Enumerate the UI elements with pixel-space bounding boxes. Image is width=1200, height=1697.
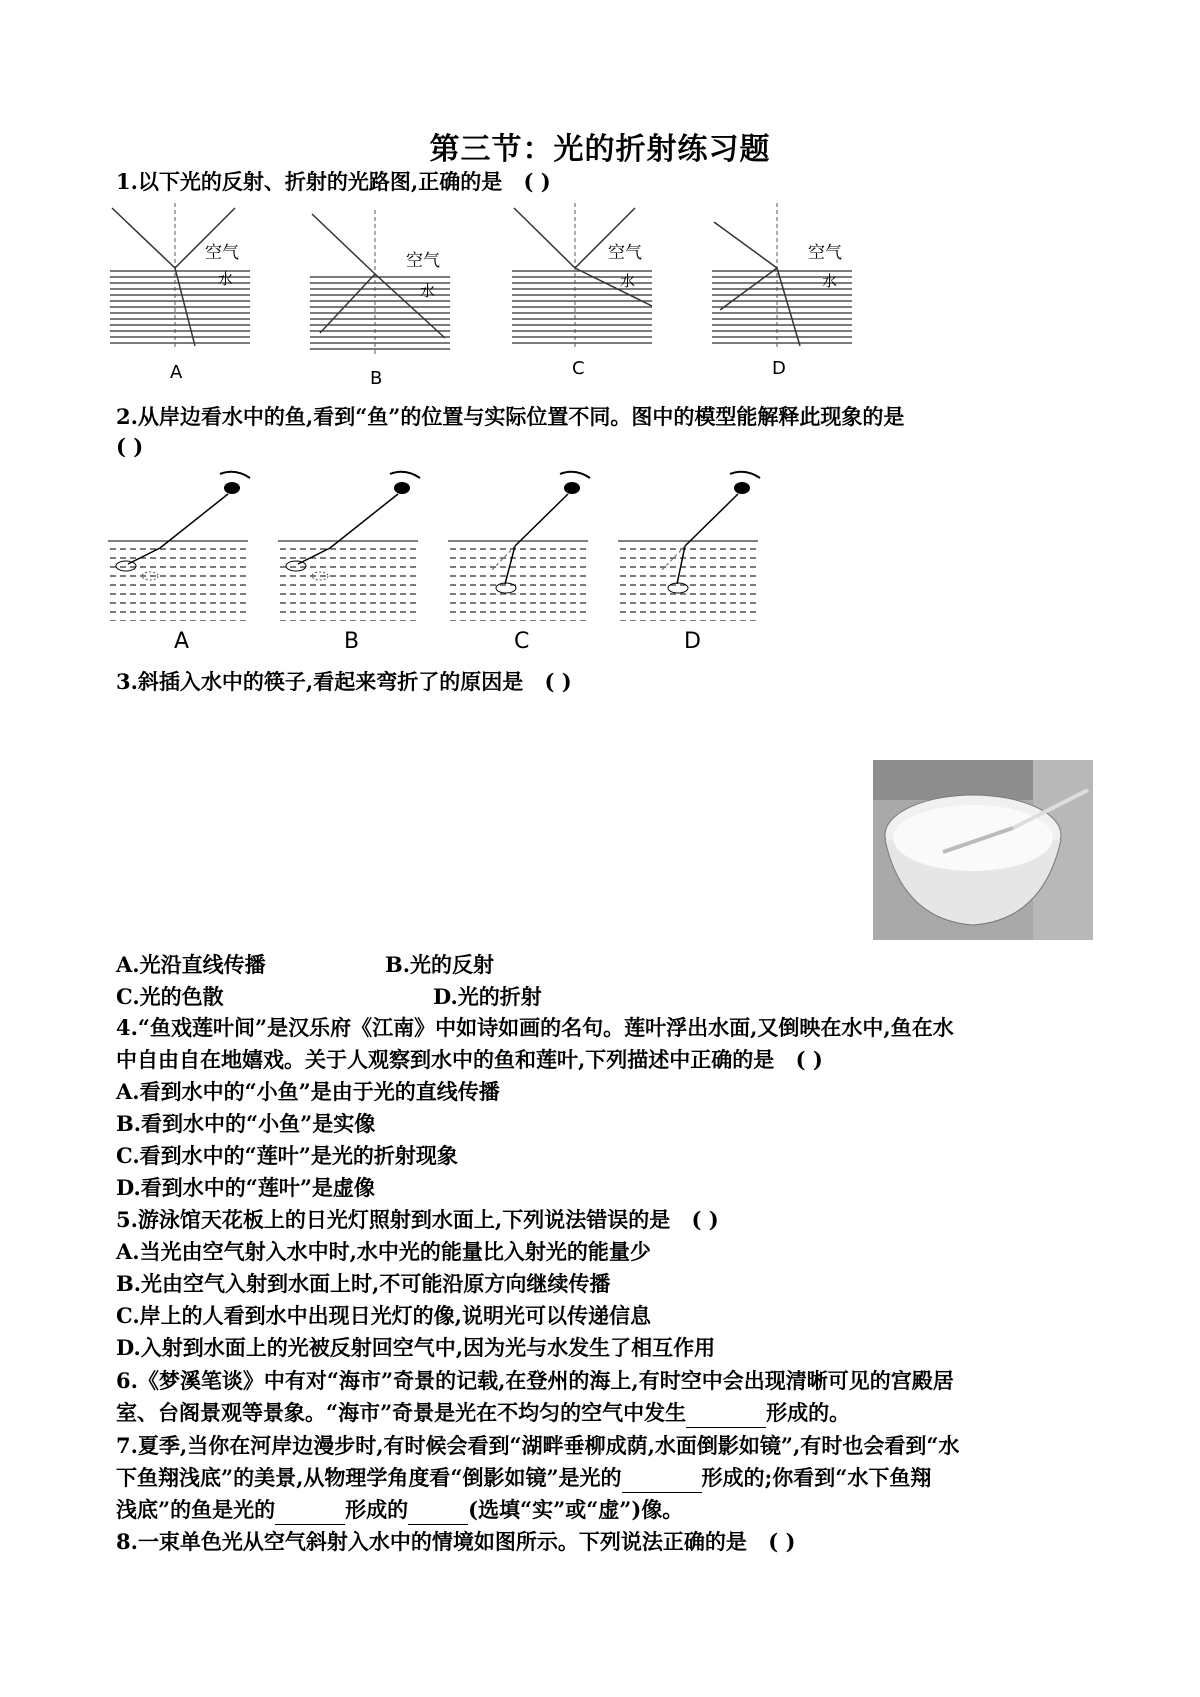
option-b-label: B <box>370 368 383 389</box>
q5-option-a: A.当光由空气射入水中时,水中光的能量比入射光的能量少 <box>116 1239 651 1264</box>
q5-option-c: C.岸上的人看到水中出现日光灯的像,说明光可以传递信息 <box>116 1303 651 1328</box>
q1-diagram-c <box>512 203 652 379</box>
q7-text-c: 浅底”的鱼是光的 <box>116 1497 276 1522</box>
option-b-label: B <box>344 629 360 654</box>
fill-blank[interactable] <box>275 1502 345 1525</box>
answer-paren: ( ) <box>544 669 572 694</box>
q1-diagrams <box>100 198 880 398</box>
question-4 <box>116 1045 823 1075</box>
q5-option-d: D.入射到水面上的光被反射回空气中,因为光与水发生了相互作用 <box>116 1335 716 1360</box>
q3-option-a: A.光沿直线传播 <box>116 952 266 977</box>
question-1-text: 1.以下光的反射、折射的光路图,正确的是 <box>116 169 503 194</box>
q4-option-a: A.看到水中的“小鱼”是由于光的直线传播 <box>116 1079 500 1104</box>
option-d-label: D <box>772 358 786 379</box>
q2-diagram-a <box>108 472 250 654</box>
fill-blank[interactable] <box>408 1502 468 1525</box>
q7-text-a: 下鱼翔浅底”的美景,从物理学角度看“倒影如镜”是光的 <box>116 1465 622 1490</box>
option-d-label: D <box>684 629 701 654</box>
question-3-text: 3.斜插入水中的筷子,看起来弯折了的原因是 <box>116 669 524 694</box>
q2-diagram-d <box>618 472 760 654</box>
question-5-text: 5.游泳馆天花板上的日光灯照射到水面上,下列说法错误的是 <box>116 1207 671 1232</box>
question-7-line2 <box>116 1463 931 1493</box>
question-2-text: 2.从岸边看水中的鱼,看到“鱼”的位置与实际位置不同。图中的模型能解释此现象的是 <box>116 404 905 429</box>
answer-paren: ( ) <box>116 434 144 459</box>
label-air: 空气 <box>608 243 642 263</box>
answer-paren: ( ) <box>691 1207 719 1232</box>
q2-diagram-c <box>448 472 590 654</box>
question-6-line2 <box>116 1398 850 1428</box>
option-a-label: A <box>174 629 190 654</box>
label-water: 水 <box>822 272 838 290</box>
page-title: 第三节：光的折射练习题 <box>429 132 771 167</box>
q2-diagrams <box>100 466 860 656</box>
question-5 <box>116 1205 719 1235</box>
label-air: 空气 <box>205 243 239 263</box>
option-a-label: A <box>170 362 183 383</box>
answer-paren: ( ) <box>795 1047 823 1072</box>
question-8 <box>116 1527 795 1557</box>
q1-diagram-d <box>712 203 852 379</box>
q1-diagram-a <box>110 203 250 383</box>
q6-text-b: 形成的。 <box>766 1400 851 1425</box>
q3-option-d: D.光的折射 <box>433 984 542 1009</box>
label-water: 水 <box>620 272 636 290</box>
question-3 <box>116 667 572 697</box>
answer-paren: ( ) <box>768 1529 796 1554</box>
q2-diagram-b <box>278 472 420 654</box>
chopstick-bowl-photo <box>873 760 1093 940</box>
q4-option-c: C.看到水中的“莲叶”是光的折射现象 <box>116 1143 458 1168</box>
q6-text-a: 室、台阁景观等景象。“海市”奇景是光在不均匀的空气中发生 <box>116 1400 687 1425</box>
question-1 <box>116 167 551 197</box>
question-8-text: 8.一束单色光从空气斜射入水中的情境如图所示。下列说法正确的是 <box>116 1529 747 1554</box>
q1-diagram-b <box>310 210 450 389</box>
q3-option-c: C.光的色散 <box>116 984 224 1009</box>
answer-paren: ( ) <box>523 169 551 194</box>
question-4-line2: 中自由自在地嬉戏。关于人观察到水中的鱼和莲叶,下列描述中正确的是 <box>116 1047 775 1072</box>
option-c-label: C <box>514 629 530 654</box>
q7-text-e: (选填“实”或“虚”)像。 <box>468 1497 684 1522</box>
label-air: 空气 <box>808 243 842 263</box>
label-air: 空气 <box>406 251 440 271</box>
q5-option-b: B.光由空气入射到水面上时,不可能沿原方向继续传播 <box>116 1271 611 1296</box>
question-6-line1: 6.《梦溪笔谈》中有对“海市”奇景的记载,在登州的海上,有时空中会出现清晰可见的宫殿居 <box>116 1368 954 1393</box>
fill-blank[interactable] <box>622 1470 702 1493</box>
label-water: 水 <box>218 270 234 288</box>
q3-option-b: B.光的反射 <box>385 952 495 977</box>
fill-blank[interactable] <box>686 1405 766 1428</box>
question-7-line1: 7.夏季,当你在河岸边漫步时,有时候会看到“湖畔垂柳成荫,水面倒影如镜”,有时也会看到“水 <box>116 1433 960 1458</box>
option-c-label: C <box>572 358 585 379</box>
question-7-line3 <box>116 1495 683 1525</box>
q4-option-b: B.看到水中的“小鱼”是实像 <box>116 1111 376 1136</box>
q7-text-d: 形成的 <box>345 1497 409 1522</box>
question-4-line1: 4.“鱼戏莲叶间”是汉乐府《江南》中如诗如画的名句。莲叶浮出水面,又倒映在水中,鱼在水 <box>116 1015 954 1040</box>
label-water: 水 <box>420 282 436 300</box>
q7-text-b: 形成的;你看到“水下鱼翔 <box>701 1465 932 1490</box>
q4-option-d: D.看到水中的“莲叶”是虚像 <box>116 1175 375 1200</box>
